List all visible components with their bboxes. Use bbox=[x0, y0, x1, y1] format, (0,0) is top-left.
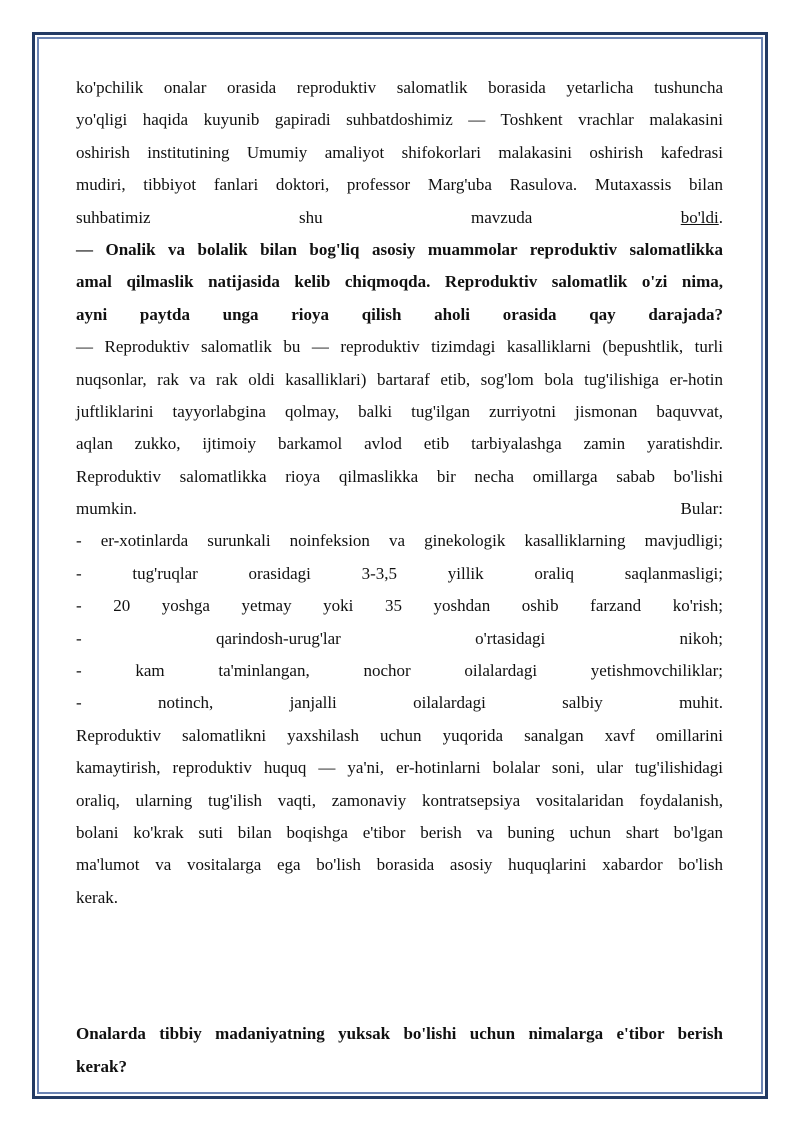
text-segment: . bbox=[718, 207, 723, 227]
recommendation-paragraph bbox=[76, 720, 723, 914]
text-line: Reproduktiv salomatlikka rioya qilmaslikka bir necha omillarga sabab bo'lishi bbox=[76, 466, 723, 486]
text-line: nuqsonlar, rak va rak oldi kasalliklari) bartaraf etib, sog'lom bola tug'ilishiga er-hotin bbox=[76, 369, 723, 389]
text-line: aqlan zukko, ijtimoiy barkamol avlod etib tarbiyalashga zamin yaratishdir. bbox=[76, 434, 723, 454]
answer-paragraph bbox=[76, 331, 723, 525]
list-item: - kam ta'minlangan, nochor oilalardagi yetishmovchiliklar; bbox=[76, 661, 723, 681]
text-line: Reproduktiv salomatlikni yaxshilash uchun yuqorida sanalgan xavf omillarini bbox=[76, 725, 723, 745]
text-line bbox=[76, 202, 723, 234]
text-line: ma'lumot va vositalarga ega bo'lish borasida asosiy huquqlarini xabardor bo'lish bbox=[76, 855, 723, 875]
question-line: Onalarda tibbiy madaniyatning yuksak bo'lishi uchun nimalarga e'tibor berish bbox=[76, 1024, 723, 1044]
text-line: oraliq, ularning tug'ilish vaqti, zamonaviy kontratsepsiya vositalaridan foydalanish, bbox=[76, 790, 723, 810]
interview-question bbox=[76, 234, 723, 331]
text-segment: suhbatimiz shu mavzuda bbox=[76, 207, 681, 227]
text-line: bolani ko'krak suti bilan boqishga e'tibor berish va buning uchun shart bo'lgan bbox=[76, 822, 723, 842]
question-line: — Onalik va bolalik bilan bog'liq asosiy muammolar reproduktiv salomatlikka bbox=[76, 239, 723, 259]
paragraph-gap bbox=[76, 966, 723, 1018]
text-line: juftliklarini tayyorlabgina qolmay, balki tug'ilgan zurriyotni jismonan baquvvat, bbox=[76, 401, 723, 421]
risk-factor-list bbox=[76, 525, 723, 719]
document-body bbox=[76, 72, 723, 1083]
text-line: kerak. bbox=[76, 887, 119, 907]
text-line: ko'pchilik onalar orasida reproduktiv salomatlik borasida yetarlicha tushuncha bbox=[76, 78, 723, 97]
paragraph-gap bbox=[76, 914, 723, 966]
underlined-word: bo'ldi bbox=[680, 207, 719, 227]
text-line: oshirish institutining Umumiy amaliyot shifokorlari malakasini oshirish kafedrasi bbox=[76, 142, 723, 162]
list-item: - 20 yoshga yetmay yoki 35 yoshdan oshib farzand ko'rish; bbox=[76, 596, 723, 616]
text-line: — Reproduktiv salomatlik bu — reproduktiv tizimdagi kasalliklarni (bepushtlik, turli bbox=[76, 337, 723, 357]
section-question bbox=[76, 1018, 723, 1083]
text-line: mudiri, tibbiyot fanlari doktori, professor Marg'uba Rasulova. Mutaxassis bilan bbox=[76, 175, 723, 195]
question-line: ayni paytda unga rioya qilish aholi orasida qay darajada? bbox=[76, 304, 723, 324]
question-line: amal qilmaslik natijasida kelib chiqmoqda. Reproduktiv salomatlik o'zi nima, bbox=[76, 272, 723, 292]
list-item: - qarindosh-urug'lar o'rtasidagi nikoh; bbox=[76, 628, 723, 648]
text-line: mumkin. Bular: bbox=[76, 499, 723, 519]
question-line: kerak? bbox=[76, 1056, 127, 1076]
list-item: - notinch, janjalli oilalardagi salbiy muhit. bbox=[76, 693, 723, 713]
list-item: - tug'ruqlar orasidagi 3-3,5 yillik oraliq saqlanmasligi; bbox=[76, 563, 723, 583]
intro-paragraph bbox=[76, 72, 723, 234]
text-line: yo'qligi haqida kuyunib gapiradi suhbatdoshimiz — Toshkent vrachlar malakasini bbox=[76, 110, 723, 130]
list-item: - er-xotinlarda surunkali noinfeksion va ginekologik kasalliklarning mavjudligi; bbox=[76, 531, 723, 551]
text-line: kamaytirish, reproduktiv huquq — ya'ni, er-hotinlarni bolalar soni, ular tug'ilishidagi bbox=[76, 758, 723, 778]
